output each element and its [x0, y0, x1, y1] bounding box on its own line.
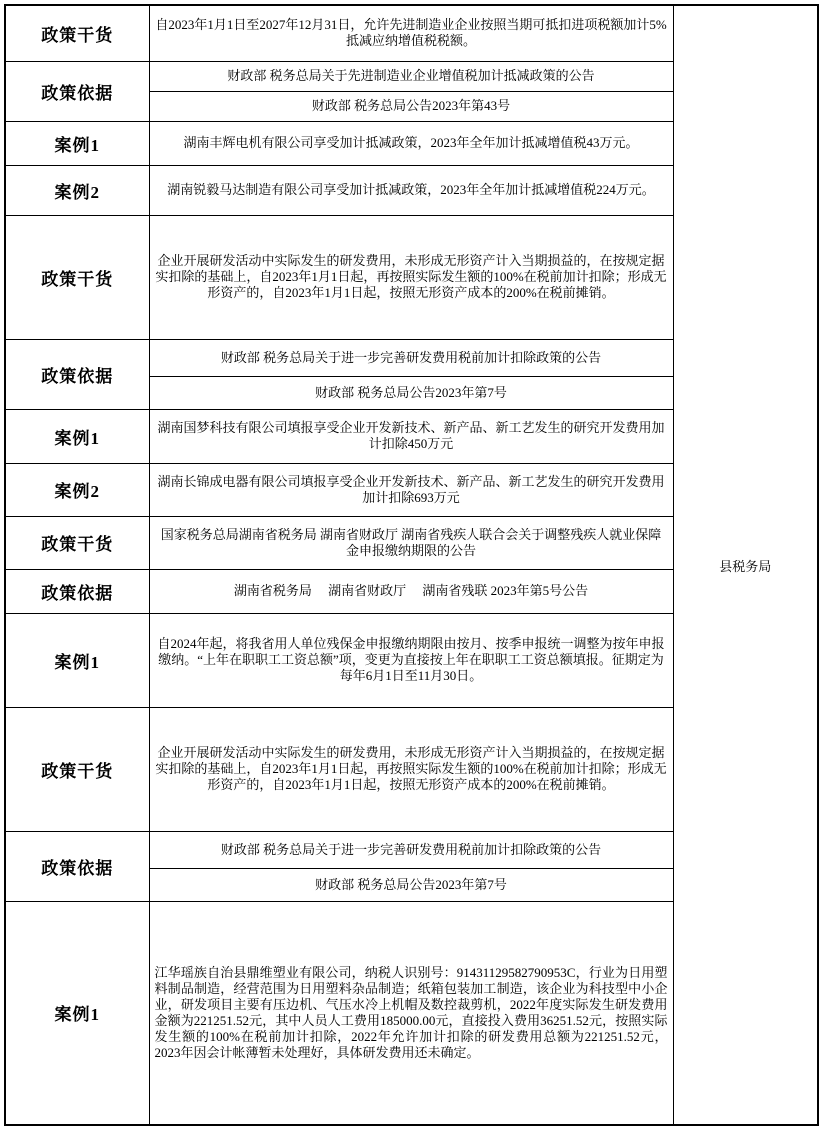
row-label-case2: 案例2	[5, 463, 149, 516]
row-label-case1: 案例1	[5, 121, 149, 165]
policy-content-cell: 企业开展研发活动中实际发生的研发费用，未形成无形资产计入当期损益的，在按规定据实扣除的基础上，自2023年1月1日起，再按照实际发生额的100%在税前加计扣除；形成无形资产的，自2023年1月1日起，按照无形资产成本的200%在税前摊销。	[149, 707, 673, 831]
policy-basis-number-cell: 财政部 税务总局公告2023年第43号	[149, 91, 673, 121]
policy-basis-title-cell: 财政部 税务总局关于进一步完善研发费用税前加计扣除政策的公告	[149, 339, 673, 376]
row-label-policy-basis: 政策依据	[5, 831, 149, 901]
row-label-policy-content: 政策干货	[5, 215, 149, 339]
row-label-case1: 案例1	[5, 901, 149, 1125]
policy-content-cell: 企业开展研发活动中实际发生的研发费用，未形成无形资产计入当期损益的，在按规定据实扣除的基础上，自2023年1月1日起，再按照实际发生额的100%在税前加计扣除；形成无形资产的，自2023年1月1日起，按照无形资产成本的200%在税前摊销。	[149, 215, 673, 339]
policy-basis-title-cell: 财政部 税务总局关于先进制造业企业增值税加计抵减政策的公告	[149, 61, 673, 91]
row-label-case1: 案例1	[5, 409, 149, 463]
policy-basis-title-cell: 财政部 税务总局关于进一步完善研发费用税前加计扣除政策的公告	[149, 831, 673, 868]
case-content-cell: 湖南丰辉电机有限公司享受加计抵减政策，2023年全年加计抵减增值税43万元。	[149, 121, 673, 165]
side-agency-cell: 县税务局	[673, 5, 818, 1125]
row-label-policy-basis: 政策依据	[5, 339, 149, 409]
policy-content-cell: 国家税务总局湖南省税务局 湖南省财政厅 湖南省残疾人联合会关于调整残疾人就业保障金申报缴纳期限的公告	[149, 516, 673, 569]
policy-basis-title-cell: 湖南省税务局 湖南省财政厅 湖南省残联 2023年第5号公告	[149, 569, 673, 613]
row-label-policy-content: 政策干货	[5, 516, 149, 569]
policy-basis-number-cell: 财政部 税务总局公告2023年第7号	[149, 376, 673, 409]
row-label-policy-content: 政策干货	[5, 5, 149, 61]
case-content-cell: 湖南国梦科技有限公司填报享受企业开发新技术、新产品、新工艺发生的研究开发费用加计扣除450万元	[149, 409, 673, 463]
policy-content-cell: 自2023年1月1日至2027年12月31日，允许先进制造业企业按照当期可抵扣进项税额加计5%抵减应纳增值税税额。	[149, 5, 673, 61]
case-content-cell: 江华瑶族自治县鼎维塑业有限公司，纳税人识别号：91431129582790953C，行业为日用塑料制品制造，经营范围为日用塑料杂品制造；纸箱包装加工制造，该企业为科技型中小企业，研发项目主要有压边机、气压水冷上机帽及数控裁剪机，2022年度实际发生研发费用金额为221251.52元，其中人员人工费用185000.00元，直接投入费用36251.52元，按照实际发生额的100%在税前加计扣除，2022年允许加计扣除的研发费用总额为221251.52元，2023年因会计帐薄暂未处理好，具体研发费用还未确定。	[149, 901, 673, 1125]
row-label-policy-content: 政策干货	[5, 707, 149, 831]
case-content-cell: 自2024年起，将我省用人单位残保金申报缴纳期限由按月、按季申报统一调整为按年申报缴纳。“上年在职职工工资总额”项，变更为直接按上年在职职工工资总额填报。征期定为每年6月1日至11月30日。	[149, 613, 673, 707]
policy-table	[4, 4, 819, 1126]
case-content-cell: 湖南长锦成电器有限公司填报享受企业开发新技术、新产品、新工艺发生的研究开发费用加计扣除693万元	[149, 463, 673, 516]
table-row	[5, 5, 818, 61]
row-label-policy-basis: 政策依据	[5, 61, 149, 121]
policy-basis-number-cell: 财政部 税务总局公告2023年第7号	[149, 868, 673, 901]
row-label-policy-basis: 政策依据	[5, 569, 149, 613]
row-label-case2: 案例2	[5, 165, 149, 215]
case-content-cell: 湖南锐毅马达制造有限公司享受加计抵减政策，2023年全年加计抵减增值税224万元。	[149, 165, 673, 215]
row-label-case1: 案例1	[5, 613, 149, 707]
